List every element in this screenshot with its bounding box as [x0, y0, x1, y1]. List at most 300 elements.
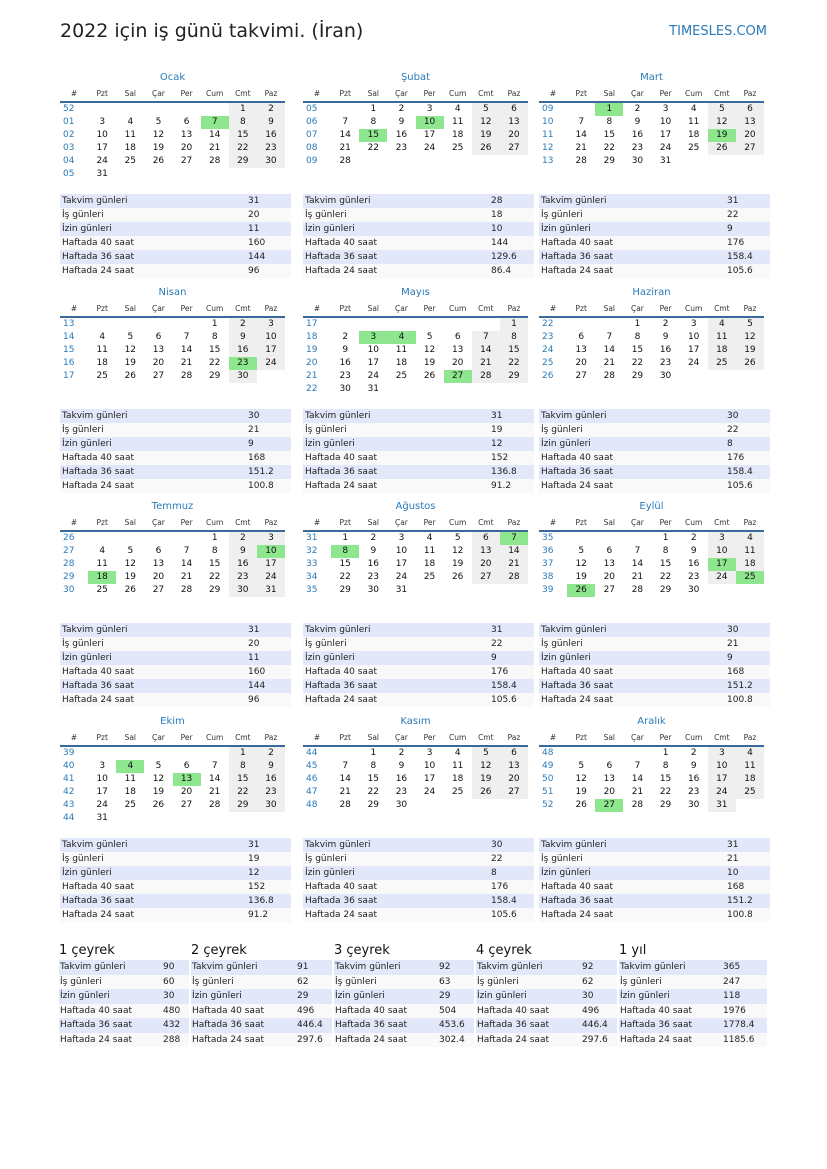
day-cell: 8 [606, 117, 613, 127]
weekday-header: Pzt [567, 730, 595, 747]
stat-label: İzin günleri [541, 224, 591, 234]
weekend-cell: 24 [708, 786, 736, 799]
month-title: Kasım [400, 716, 431, 727]
day-cell: 25 [451, 143, 464, 153]
month-title: Nisan [158, 287, 187, 298]
day-cell: 17 [423, 130, 436, 140]
day-cell: 11 [96, 345, 108, 355]
weekday-header: Çar [387, 301, 415, 318]
empty-cell [229, 812, 257, 825]
stat-label: Haftada 24 saat [62, 266, 134, 276]
weekend-cell: 26 [472, 142, 500, 155]
empty-cell [472, 383, 500, 396]
day-cell: 28 [631, 800, 644, 810]
weekend-cell: 16 [229, 344, 257, 357]
stat-label: Haftada 40 saat [541, 238, 613, 248]
day-cell: 12 [124, 559, 137, 569]
stat-value: 86.4 [491, 266, 512, 276]
stat-value: 136.8 [248, 896, 274, 906]
stat-value: 31 [491, 411, 503, 421]
stat-label: Haftada 40 saat [62, 667, 134, 677]
stat-row [539, 437, 770, 451]
day-cell: 1 [662, 533, 669, 543]
day-cell: 29 [208, 585, 221, 595]
stat-value: 92 [439, 962, 451, 972]
day-cell: 16 [395, 130, 408, 140]
weekday-header: Cmt [472, 86, 500, 103]
weekday-header: Per [173, 515, 201, 532]
week-number: 46 [306, 774, 318, 784]
stat-value: 1778.4 [723, 1020, 755, 1030]
stat-row [539, 908, 770, 922]
day-cell: 21 [208, 143, 221, 153]
stat-row [60, 437, 291, 451]
stat-value: 11 [248, 653, 260, 663]
day-cell: 14 [631, 774, 644, 784]
month-grid [60, 515, 285, 597]
day-cell: 20 [180, 143, 193, 153]
day-cell: 27 [575, 371, 587, 381]
day-cell: 5 [578, 546, 585, 556]
weekend-cell: 27 [736, 142, 764, 155]
weekend-cell: 16 [257, 773, 285, 786]
stat-value: 118 [723, 991, 741, 1001]
weekend-cell: 7 [472, 331, 500, 344]
holiday-cell: 7 [201, 116, 229, 129]
day-cell: 9 [690, 546, 697, 556]
empty-cell [680, 370, 708, 383]
weekend-cell: 20 [736, 129, 764, 142]
week-number: 16 [63, 358, 75, 368]
stat-row [539, 838, 770, 852]
stat-row [60, 465, 291, 479]
stat-value: 19 [491, 425, 503, 435]
stat-value: 20 [248, 639, 260, 649]
weekend-cell: 9 [229, 331, 257, 344]
weekend-cell: 31 [257, 584, 285, 597]
quarter-block [334, 942, 474, 1047]
stat-value: 100.8 [727, 695, 753, 705]
holiday-cell: 10 [416, 116, 444, 129]
empty-cell [472, 155, 500, 168]
day-cell: 12 [152, 774, 165, 784]
stat-label: İş günleri [477, 976, 519, 987]
quarter-stat-row [191, 1004, 332, 1019]
weekend-cell: 10 [708, 545, 736, 558]
weekend-cell: 19 [472, 773, 500, 786]
weekend-cell: 1 [229, 103, 257, 116]
empty-cell [444, 155, 472, 168]
day-cell: 8 [370, 117, 377, 127]
stat-row [303, 264, 534, 278]
month-stats [60, 838, 291, 922]
quarter-stat-row [59, 975, 189, 990]
day-cell: 22 [631, 358, 644, 368]
stat-row [303, 665, 534, 679]
week-number: 48 [542, 748, 554, 758]
week-number: 39 [542, 585, 554, 595]
stat-row [303, 437, 534, 451]
quarter-title: 1 yıl [619, 943, 647, 958]
stat-label: Haftada 36 saat [477, 1020, 549, 1030]
weekend-cell: 19 [736, 344, 764, 357]
week-number: 07 [306, 130, 318, 140]
day-cell: 12 [451, 546, 464, 556]
empty-cell [257, 168, 285, 181]
day-cell: 22 [208, 572, 221, 582]
day-cell: 19 [575, 572, 587, 582]
day-cell: 15 [603, 130, 616, 140]
weekday-header: Sal [359, 515, 387, 532]
day-cell: 22 [603, 143, 616, 153]
day-cell: 25 [395, 371, 408, 381]
weekend-cell: 14 [500, 545, 528, 558]
weekday-header: # [539, 301, 567, 318]
empty-cell [116, 168, 144, 181]
day-cell: 12 [124, 345, 137, 355]
day-cell: 11 [124, 130, 137, 140]
day-cell: 9 [370, 546, 377, 556]
stat-label: Haftada 40 saat [60, 1005, 132, 1016]
week-number: 31 [306, 533, 318, 543]
stat-label: İzin günleri [305, 224, 355, 234]
stat-value: 91.2 [491, 481, 512, 491]
weekday-header: Çar [623, 301, 651, 318]
empty-cell [331, 103, 359, 116]
month-stats [60, 409, 291, 493]
week-number: 27 [63, 546, 75, 556]
quarter-stat-row [619, 989, 767, 1004]
stat-value: 62 [582, 976, 594, 987]
stat-row [539, 894, 770, 908]
holiday-cell: 1 [595, 103, 623, 116]
stat-row [303, 880, 534, 894]
stat-label: Takvim günleri [541, 625, 607, 635]
stat-row [539, 250, 770, 264]
day-cell: 21 [180, 572, 193, 582]
stat-label: İzin günleri [305, 439, 355, 449]
day-cell: 1 [634, 319, 641, 329]
weekend-cell: 2 [229, 318, 257, 331]
month-calendar [60, 286, 285, 383]
day-cell: 24 [96, 800, 108, 810]
week-number: 19 [306, 345, 318, 355]
stat-value: 30 [163, 991, 175, 1001]
month-calendar [303, 286, 528, 396]
day-cell: 9 [342, 345, 349, 355]
day-cell: 27 [180, 800, 193, 810]
stat-value: 480 [163, 1005, 181, 1016]
day-cell: 22 [659, 572, 672, 582]
stat-value: 158.4 [491, 896, 517, 906]
day-cell: 1 [370, 104, 377, 114]
day-cell: 27 [603, 585, 616, 595]
stat-row [303, 623, 534, 637]
weekday-header: Cum [444, 730, 472, 747]
stat-value: 247 [723, 976, 741, 987]
stat-label: İş günleri [305, 210, 347, 220]
day-cell: 6 [454, 332, 461, 342]
month-stats [303, 838, 534, 922]
page-title: 2022 için iş günü takvimi. (İran) [60, 20, 364, 42]
stat-value: 446.4 [582, 1020, 608, 1030]
day-cell: 24 [395, 572, 408, 582]
day-cell: 28 [180, 585, 193, 595]
month-calendar [539, 715, 764, 812]
week-number: 11 [542, 130, 554, 140]
empty-cell [144, 103, 172, 116]
holiday-cell: 4 [387, 331, 415, 344]
weekday-header: # [303, 301, 331, 318]
quarter-stat-row [334, 975, 474, 990]
stat-row [60, 451, 291, 465]
stat-value: 30 [491, 840, 503, 850]
weekend-cell: 13 [736, 116, 764, 129]
weekend-cell: 25 [736, 786, 764, 799]
day-cell: 7 [606, 332, 613, 342]
weekend-cell: 18 [736, 773, 764, 786]
weekday-header: Cum [444, 301, 472, 318]
day-cell: 18 [451, 774, 464, 784]
month-title: Ekim [160, 716, 185, 727]
empty-cell [416, 383, 444, 396]
stat-label: Haftada 24 saat [305, 695, 377, 705]
stat-value: 496 [582, 1005, 600, 1016]
empty-cell [173, 168, 201, 181]
day-cell: 14 [180, 345, 193, 355]
empty-cell [387, 383, 415, 396]
month-stats [60, 623, 291, 707]
quarter-stat-row [334, 1018, 474, 1033]
stat-label: Takvim günleri [62, 196, 128, 206]
day-cell: 14 [208, 774, 221, 784]
stat-value: 30 [727, 625, 739, 635]
stat-row [60, 250, 291, 264]
quarter-stat-row [191, 1033, 332, 1048]
day-cell: 25 [124, 800, 137, 810]
stat-row [539, 423, 770, 437]
stat-row [539, 880, 770, 894]
stat-value: 63 [439, 976, 451, 987]
stat-row [539, 852, 770, 866]
day-cell: 25 [124, 156, 137, 166]
day-cell: 29 [659, 585, 672, 595]
weekend-cell: 1 [229, 747, 257, 760]
stat-label: Takvim günleri [305, 625, 371, 635]
stat-label: Haftada 36 saat [335, 1020, 407, 1030]
day-cell: 1 [211, 533, 218, 543]
day-cell: 17 [659, 130, 672, 140]
day-cell: 24 [423, 143, 436, 153]
site-logo-link[interactable]: TIMESLES.COM [669, 24, 767, 39]
weekend-cell: 31 [708, 799, 736, 812]
day-cell: 5 [454, 533, 461, 543]
weekend-cell: 22 [229, 142, 257, 155]
stat-label: Haftada 36 saat [541, 896, 613, 906]
day-cell: 18 [395, 358, 408, 368]
stat-label: Haftada 36 saat [541, 681, 613, 691]
day-cell: 25 [96, 585, 108, 595]
day-cell: 9 [398, 761, 405, 771]
stat-row [60, 679, 291, 693]
day-cell: 16 [631, 130, 644, 140]
stat-label: Haftada 40 saat [541, 667, 613, 677]
week-number: 44 [306, 748, 318, 758]
stat-label: Haftada 24 saat [192, 1034, 264, 1045]
stat-label: Haftada 24 saat [62, 695, 134, 705]
quarter-stat-row [619, 1018, 767, 1033]
day-cell: 24 [96, 156, 108, 166]
stat-value: 297.6 [297, 1034, 323, 1045]
quarter-title: 2 çeyrek [191, 943, 247, 958]
month-grid [60, 730, 285, 825]
stat-label: Haftada 36 saat [305, 681, 377, 691]
day-cell: 21 [603, 358, 616, 368]
stat-label: Haftada 24 saat [62, 481, 134, 491]
week-number: 34 [306, 572, 318, 582]
stat-value: 136.8 [491, 467, 517, 477]
empty-cell [173, 747, 201, 760]
day-cell: 11 [451, 117, 464, 127]
quarter-stat-row [191, 989, 332, 1004]
stat-label: Haftada 24 saat [335, 1034, 407, 1045]
stat-value: 176 [491, 882, 509, 892]
day-cell: 30 [339, 384, 351, 394]
week-number: 13 [542, 156, 554, 166]
stat-value: 100.8 [248, 481, 274, 491]
stat-row [539, 693, 770, 707]
day-cell: 4 [690, 104, 697, 114]
week-number: 29 [63, 572, 75, 582]
day-cell: 16 [687, 559, 700, 569]
day-cell: 12 [575, 774, 587, 784]
empty-cell [416, 584, 444, 597]
stat-row [539, 409, 770, 423]
month-calendar [303, 71, 528, 168]
day-cell: 8 [211, 332, 218, 342]
weekday-header: Cmt [472, 730, 500, 747]
stat-label: Haftada 24 saat [60, 1034, 132, 1045]
empty-cell [444, 318, 472, 331]
weekday-header: Pzt [331, 515, 359, 532]
day-cell: 23 [687, 787, 700, 797]
stat-value: 28 [491, 196, 503, 206]
empty-cell [567, 747, 595, 760]
empty-cell [116, 318, 144, 331]
weekend-cell: 15 [229, 129, 257, 142]
stat-label: Takvim günleri [477, 962, 543, 972]
day-cell: 30 [687, 800, 700, 810]
weekend-cell: 3 [708, 747, 736, 760]
month-calendar [539, 500, 764, 597]
day-cell: 23 [659, 358, 672, 368]
stat-label: İş günleri [541, 210, 583, 220]
empty-cell [623, 532, 651, 545]
stat-row [539, 651, 770, 665]
day-cell: 27 [152, 371, 165, 381]
stat-label: Haftada 40 saat [192, 1005, 264, 1016]
stat-label: İş günleri [541, 639, 583, 649]
weekend-cell: 12 [736, 331, 764, 344]
day-cell: 15 [208, 559, 221, 569]
stat-value: 151.2 [248, 467, 274, 477]
week-number: 12 [542, 143, 554, 153]
day-cell: 15 [659, 774, 672, 784]
empty-cell [416, 155, 444, 168]
month-calendar [303, 715, 528, 812]
stat-label: Haftada 36 saat [62, 467, 134, 477]
stat-row [60, 264, 291, 278]
month-title: Ağustos [395, 501, 436, 512]
stat-label: Haftada 24 saat [541, 266, 613, 276]
stat-value: 496 [297, 1005, 315, 1016]
weekend-cell: 3 [257, 318, 285, 331]
stat-row [539, 679, 770, 693]
holiday-cell: 17 [708, 558, 736, 571]
day-cell: 15 [631, 345, 644, 355]
stat-value: 297.6 [582, 1034, 608, 1045]
stat-label: İzin günleri [541, 868, 591, 878]
day-cell: 25 [96, 371, 108, 381]
month-stats [539, 194, 770, 278]
stat-value: 31 [491, 625, 503, 635]
empty-cell [144, 747, 172, 760]
stat-label: Haftada 36 saat [541, 467, 613, 477]
month-grid [539, 730, 764, 812]
weekend-cell: 11 [708, 331, 736, 344]
quarter-stat-row [476, 989, 617, 1004]
stat-row [303, 838, 534, 852]
day-cell: 18 [687, 130, 700, 140]
day-cell: 16 [659, 345, 672, 355]
day-cell: 14 [339, 774, 351, 784]
stat-label: İzin günleri [62, 868, 112, 878]
stat-label: İzin günleri [62, 224, 112, 234]
day-cell: 29 [631, 371, 644, 381]
weekday-header: Sal [116, 86, 144, 103]
day-cell: 5 [426, 332, 433, 342]
day-cell: 17 [96, 787, 108, 797]
day-cell: 7 [211, 761, 218, 771]
empty-cell [331, 747, 359, 760]
quarter-stat-row [59, 1004, 189, 1019]
week-number: 41 [63, 774, 75, 784]
weekday-header: Sal [595, 515, 623, 532]
day-cell: 27 [180, 156, 193, 166]
stat-row [60, 908, 291, 922]
quarter-block [59, 942, 189, 1047]
day-cell: 30 [395, 800, 408, 810]
stat-row [303, 637, 534, 651]
day-cell: 26 [152, 156, 165, 166]
day-cell: 26 [575, 800, 587, 810]
day-cell: 3 [662, 104, 669, 114]
day-cell: 23 [395, 787, 408, 797]
day-cell: 21 [339, 787, 351, 797]
weekday-header: Çar [144, 730, 172, 747]
stat-label: İş günleri [620, 976, 662, 987]
weekday-header: Per [652, 301, 680, 318]
day-cell: 11 [395, 345, 408, 355]
month-grid [303, 301, 528, 396]
day-cell: 28 [631, 585, 644, 595]
stat-value: 1976 [723, 1005, 746, 1016]
week-number: 35 [542, 533, 554, 543]
stat-label: Haftada 40 saat [335, 1005, 407, 1016]
weekday-header: Paz [257, 301, 285, 318]
day-cell: 2 [370, 533, 377, 543]
stat-value: 31 [248, 625, 260, 635]
